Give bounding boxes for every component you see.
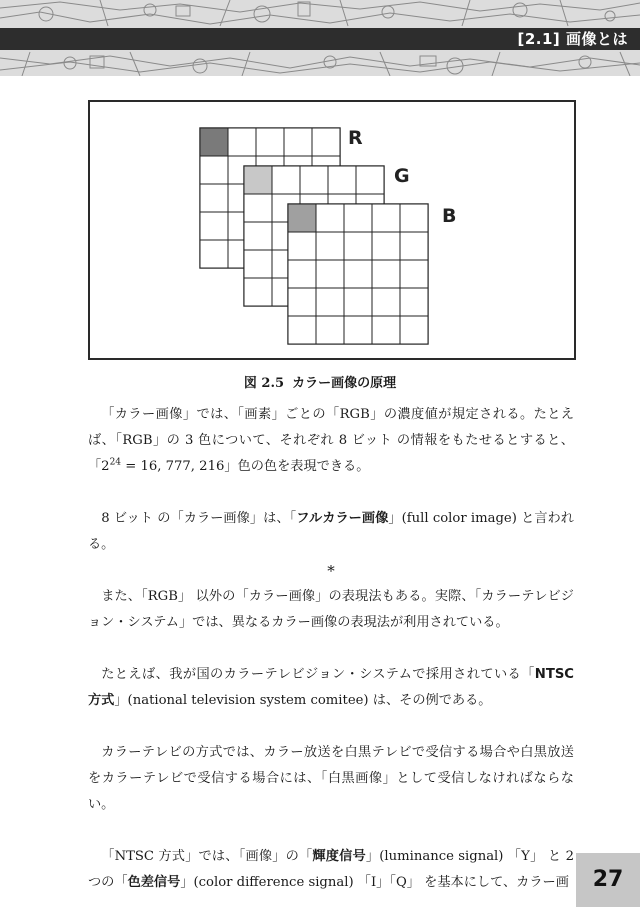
- b-pixel-cell: [372, 232, 400, 260]
- b-pixel-cell: [288, 260, 316, 288]
- b-pixel-cell: [316, 288, 344, 316]
- b-pixel-cell: [372, 288, 400, 316]
- paragraph-4: [88, 662, 574, 714]
- g-pixel-cell: [244, 222, 272, 250]
- b-pixel-cell: [344, 204, 372, 232]
- b-pixel-cell: [316, 204, 344, 232]
- b-pixel-cell: [400, 316, 428, 344]
- figure-caption-text: カラー画像の原理: [292, 376, 397, 391]
- rgb-grid-diagram: [90, 102, 574, 358]
- g-pixel-cell: [244, 278, 272, 306]
- b-pixel-cell: [316, 260, 344, 288]
- b-pixel-cell: [344, 316, 372, 344]
- p2-text-b: 」(full color image) と言われる。: [88, 511, 574, 552]
- b-pixel-cell: [372, 260, 400, 288]
- b-pixel-cell: [372, 316, 400, 344]
- figure-caption: [0, 372, 640, 391]
- b-label: B: [442, 205, 457, 227]
- paragraph-6: [88, 844, 574, 896]
- r-pixel-cell: [312, 128, 340, 156]
- r-pixel-cell: [200, 184, 228, 212]
- paragraph-3: また、「RGB」 以外の「カラー画像」の表現法もある。実際、「カラーテレビジョン・システム」では、異なるカラー画像の表現法が利用されている。: [88, 589, 574, 630]
- g-pixel-cell: [300, 166, 328, 194]
- section-title: [2.1] 画像とは: [517, 30, 628, 48]
- b-pixel-cell: [400, 288, 428, 316]
- b-pixel-cell: [344, 288, 372, 316]
- b-pixel-cell: [288, 232, 316, 260]
- r-label: R: [348, 127, 363, 149]
- b-pixel-cell: [316, 232, 344, 260]
- b-pixel-cell: [400, 204, 428, 232]
- section-asterisk: *: [327, 562, 335, 580]
- b-pixel-cell: [316, 316, 344, 344]
- p6-term-1: 輝度信号: [312, 849, 366, 864]
- paragraph-2: [88, 506, 574, 558]
- b-pixel-cell: [372, 204, 400, 232]
- figure-rgb-layers: [88, 100, 576, 360]
- b-pixel-cell: [288, 288, 316, 316]
- r-pixel-cell: [200, 128, 228, 156]
- b-layer-grid: [288, 204, 428, 344]
- b-pixel-cell: [400, 232, 428, 260]
- p2-term: フルカラー画像: [296, 511, 389, 526]
- r-pixel-cell: [200, 240, 228, 268]
- r-pixel-cell: [228, 128, 256, 156]
- g-pixel-cell: [244, 194, 272, 222]
- b-pixel-cell: [288, 316, 316, 344]
- p4-text-a: たとえば、我が国のカラーテレビジョン・システムで採用されている「: [101, 667, 535, 682]
- r-pixel-cell: [284, 128, 312, 156]
- p1-text-b: = 16, 777, 216」色の色を表現できる。: [121, 459, 370, 474]
- page-header: [0, 0, 640, 76]
- b-pixel-cell: [344, 260, 372, 288]
- r-pixel-cell: [200, 212, 228, 240]
- g-pixel-cell: [272, 166, 300, 194]
- r-pixel-cell: [256, 128, 284, 156]
- paragraph-1: [88, 402, 574, 480]
- body-text: [88, 402, 574, 896]
- paragraph-5: カラーテレビの方式では、カラー放送を白黒テレビで受信する場合や白黒放送をカラーテレビで受信する場合には、「白黒画像」として受信しなければならない。: [88, 745, 574, 812]
- page-number: 27: [576, 853, 640, 907]
- p6-text-a: 「NTSC 方式」では、「画像」の「: [101, 849, 313, 864]
- p6-text-b: 」(luminance signal) 「Y」 と 2 つの「: [88, 849, 574, 890]
- g-label: G: [394, 165, 410, 187]
- p6-term-2: 色差信号: [127, 875, 181, 890]
- p4-text-b: 」(national television system comitee) は、その例である。: [114, 693, 492, 708]
- b-pixel-cell: [344, 232, 372, 260]
- b-pixel-cell: [400, 260, 428, 288]
- p2-text-a: 8 ビット の「カラー画像」は、「: [101, 511, 297, 526]
- g-pixel-cell: [328, 166, 356, 194]
- p4-term: NTSC 方式: [88, 667, 574, 708]
- b-pixel-cell: [288, 204, 316, 232]
- p1-text-a: 「カラー画像」では、「画素」ごとの「RGB」の濃度値が規定される。たとえば、「RGB」の 3 色について、それぞれ 8 ビット の情報をもたせるとすると、「2: [88, 407, 574, 474]
- p6-text-c: 」(color difference signal) 「I」「Q」 を基本にして、カラー画: [180, 875, 569, 890]
- g-pixel-cell: [244, 166, 272, 194]
- figure-caption-number: 図 2.5: [243, 376, 285, 391]
- g-pixel-cell: [356, 166, 384, 194]
- g-pixel-cell: [244, 250, 272, 278]
- r-pixel-cell: [200, 156, 228, 184]
- p1-superscript: 24: [109, 457, 122, 468]
